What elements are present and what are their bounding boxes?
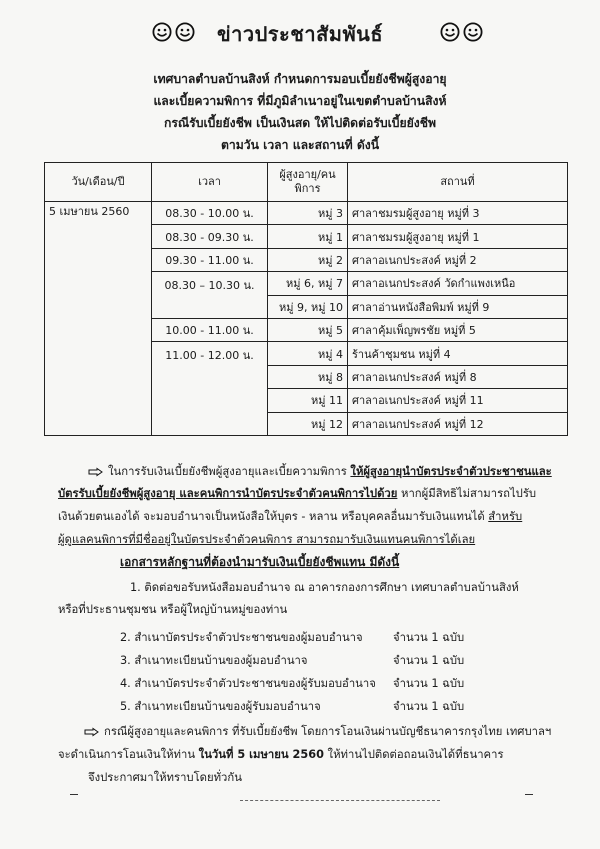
doc-qty: จำนวน 1 ฉบับ: [393, 654, 465, 667]
doc-item-1-cont: หรือที่ประธานชุมชน หรือผู้ใหญ่บ้านหมู่ของท่าน: [58, 603, 288, 616]
group-cell: หมู่ 11: [268, 389, 348, 412]
para1-underlined: สำหรับ: [488, 510, 523, 523]
place-cell: ศาลาอเนกประสงค์ หมู่ที่ 12: [348, 412, 568, 435]
paragraph-line: [58, 462, 568, 480]
divider: [240, 800, 440, 802]
table-row: [45, 202, 568, 225]
divider: [525, 794, 533, 795]
smiley-face-icon: [440, 22, 460, 42]
doc-item: 3. สำเนาทะเบียนบ้านของผู้มอบอำนาจ: [120, 654, 308, 667]
header-line: ตามวัน เวลา และสถานที่ ดังนี้: [220, 138, 380, 152]
group-cell: หมู่ 6, หมู่ 7: [268, 272, 348, 295]
place-cell: ศาลาชมรมผู้สูงอายุ หมู่ที่ 3: [348, 202, 568, 225]
place-cell: ศาลาชมรมผู้สูงอายุ หมู่ที่ 1: [348, 225, 568, 248]
para1-bold-instruction: ให้ผู้สูงอายุนำบัตรประจำตัวประชาชนและ: [350, 465, 552, 478]
time-cell: 08.30 - 09.30 น.: [152, 225, 268, 248]
time-cell: 08.30 – 10.30 น.: [152, 272, 268, 319]
divider: [70, 794, 78, 795]
column-header-time: เวลา: [152, 163, 268, 202]
pointing-hand-icon: [88, 467, 104, 477]
header-line: กรณีรับเบี้ยยังชีพ เป็นเงินสด ให้ไปติดต่อรับเบี้ยยังชีพ: [163, 116, 437, 130]
group-cell: หมู่ 8: [268, 365, 348, 388]
para2-text: จะดำเนินการโอนเงินให้ท่าน: [58, 748, 199, 761]
time-cell: 10.00 - 11.00 น.: [152, 318, 268, 341]
closing-line: จึงประกาศมาให้ทราบโดยทั่วกัน: [88, 771, 242, 784]
documents-heading: เอกสารหลักฐานที่ต้องนำมารับเงินเบี้ยยังชีพแทน มีดังนี้: [120, 555, 400, 569]
paragraph-line: [58, 530, 568, 548]
group-cell: หมู่ 5: [268, 318, 348, 341]
group-cell: หมู่ 9, หมู่ 10: [268, 295, 348, 318]
doc-item: 2. สำเนาบัตรประจำตัวประชาชนของผู้มอบอำนาจ: [120, 631, 363, 644]
date-cell: 5 เมษายน 2560: [45, 202, 152, 436]
place-cell: ศาลาคุ้มเพ็ญพรชัย หมู่ที่ 5: [348, 318, 568, 341]
doc-qty: จำนวน 1 ฉบับ: [393, 700, 465, 713]
paragraph-line: [58, 507, 568, 525]
para1-text: หากผู้มีสิทธิไม่สามารถไปรับ: [397, 487, 537, 500]
para1-bold-cards: บัตรรับเบี้ยยังชีพผู้สูงอายุ และคนพิการนำบัตรประจำตัวคนพิการไปด้วย: [58, 487, 398, 500]
pointing-hand-icon: [84, 727, 100, 737]
column-header-place: สถานที่: [348, 163, 568, 202]
time-cell: 11.00 - 12.00 น.: [152, 342, 268, 436]
place-cell: ศาลาอ่านหนังสือพิมพ์ หมู่ที่ 9: [348, 295, 568, 318]
paragraph-line: [58, 745, 568, 763]
group-cell: หมู่ 4: [268, 342, 348, 365]
schedule-table: [44, 162, 568, 436]
header-line: เทศบาลตำบลบ้านสิงห์ กำหนดการมอบเบี้ยยังชีพผู้สูงอายุ: [153, 72, 447, 86]
place-cell: ศาลาอเนกประสงค์ หมู่ที่ 8: [348, 365, 568, 388]
group-cell: หมู่ 1: [268, 225, 348, 248]
column-header-date: วัน/เดือน/ปี: [45, 163, 152, 202]
table-header-row: [45, 163, 568, 202]
group-cell: หมู่ 12: [268, 412, 348, 435]
page-title: ข่าวประชาสัมพันธ์: [216, 22, 384, 46]
para2-date: ในวันที่ 5 เมษายน 2560: [198, 748, 324, 761]
doc-qty: จำนวน 1 ฉบับ: [393, 677, 465, 690]
time-cell: 08.30 - 10.00 น.: [152, 202, 268, 225]
doc-qty: จำนวน 1 ฉบับ: [393, 631, 465, 644]
para2-text: กรณีผู้สูงอายุและคนพิการ ที่รับเบี้ยยังชีพ โดยการโอนเงินผ่านบัญชีธนาคารกรุงไทย เทศบาลฯ: [104, 725, 552, 738]
time-cell: 09.30 - 11.00 น.: [152, 248, 268, 271]
para1-intro: ในการรับเงินเบี้ยยังชีพผู้สูงอายุและเบี้ยความพิการ: [108, 465, 351, 478]
place-cell: ศาลาอเนกประสงค์ หมู่ที่ 11: [348, 389, 568, 412]
place-cell: ศาลาอเนกประสงค์ วัดกำแพงเหนือ: [348, 272, 568, 295]
doc-item: 5. สำเนาทะเบียนบ้านของผู้รับมอบอำนาจ: [120, 700, 321, 713]
title-row: [0, 14, 600, 54]
place-cell: ร้านค้าชุมชน หมู่ที่ 4: [348, 342, 568, 365]
para2-text: ให้ท่านไปติดต่อถอนเงินได้ที่ธนาคาร: [323, 748, 504, 761]
doc-item-1: 1. ติดต่อขอรับหนังสือมอบอำนาจ ณ อาคารกองการศึกษา เทศบาลตำบลบ้านสิงห์: [130, 581, 519, 594]
place-cell: ศาลาอเนกประสงค์ หมู่ที่ 2: [348, 248, 568, 271]
group-cell: หมู่ 2: [268, 248, 348, 271]
group-cell: หมู่ 3: [268, 202, 348, 225]
smiley-face-icon: [463, 22, 483, 42]
paragraph-line: [58, 722, 568, 740]
para1-text: เงินด้วยตนเองได้ จะมอบอำนาจเป็นหนังสือให้บุตร - หลาน หรือบุคคลอื่นมารับเงินแทนได้: [58, 510, 489, 523]
para1-underlined: ผู้ดูแลคนพิการที่มีชื่ออยู่ในบัตรประจำตัวคนพิการ สามารถมารับเงินแทนคนพิการได้เลย: [58, 533, 476, 546]
column-header-group: ผู้สูงอายุ/คน พิการ: [268, 163, 348, 202]
doc-item: 4. สำเนาบัตรประจำตัวประชาชนของผู้รับมอบอำนาจ: [120, 677, 376, 690]
header-line: และเบี้ยความพิการ ที่มีภูมิลำเนาอยู่ในเขตตำบลบ้านสิงห์: [153, 94, 447, 108]
paragraph-line: [58, 484, 568, 502]
